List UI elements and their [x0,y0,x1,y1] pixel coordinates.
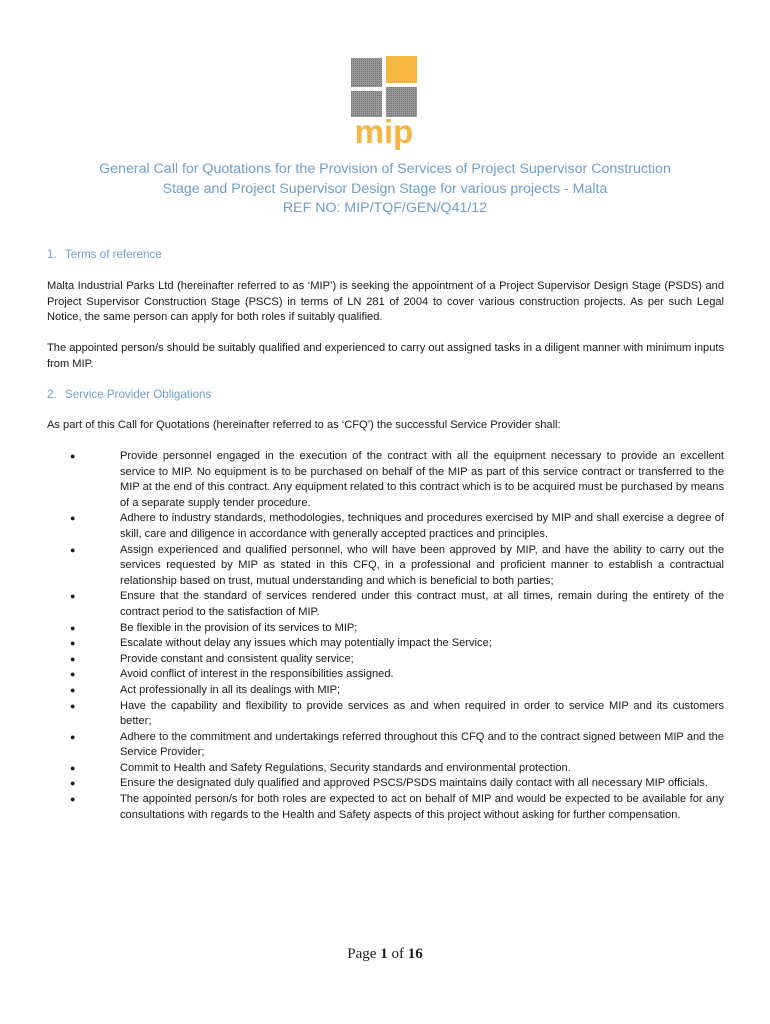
list-item: ● Be flexible in the provision of its services to MIP; [47,621,724,637]
list-item: ● Adhere to the commitment and undertakings referred throughout this CFQ and to the contract signed between MIP and the Service Provider; [70,730,724,759]
bullet-icon: ● [70,700,76,711]
list-item: ● Have the capability and flexibility to provide services as and when required in order to service MIP and its customers better; [70,699,724,728]
list-item: ● Assign experienced and qualified personnel, who will have been approved by MIP, and have the ability to carry out the services requested by MIP as stated in this CFQ, in a professional and proficient manner to establish a contractual relationship based on trust, mutual understanding and which is beneficial to both parties; [70,543,724,587]
page-number: Page 1 of 16 [347,946,423,962]
document-title [40,160,730,219]
bullet-icon: ● [70,653,76,664]
bullet-icon: ● [70,544,76,555]
bullet-icon: ● [70,669,76,680]
section-title: Service Provider Obligations [65,388,212,401]
list-item: ● Commit to Health and Safety Regulations, Security standards and environmental protection. [47,761,724,777]
bullet-icon: ● [70,591,76,602]
section-number: 2. [47,388,57,401]
bullet-icon: ● [70,778,76,789]
list-item: ● Avoid conflict of interest in the responsibilities assigned. [47,667,724,683]
obligations-list [47,449,724,823]
section-heading-obligations [47,388,211,402]
section-heading-terms [47,248,162,262]
mip-logo [349,55,419,151]
list-item: ● Adhere to industry standards, methodologies, techniques and procedures exercised by MIP and shall exercise a degree of skill, care and diligence in accordance with generally accepted practices and principles. [70,512,724,540]
bullet-icon: ● [70,638,76,649]
list-item: ● Ensure the designated duly qualified and approved PSCS/PSDS maintains daily contact with all necessary MIP officials. [47,776,724,792]
bullet-icon: ● [70,762,76,773]
bullet-icon: ● [70,794,76,805]
section-title: Terms of reference [65,248,162,261]
list-item: ● The appointed person/s for both roles are expected to act on behalf of MIP and would be expected to be available for any consultations with regards to the Health and Safety aspects of this project without asking for further compensation. [70,793,724,821]
mip-logo-graphic [349,55,419,151]
list-item: ● Ensure that the standard of services rendered under this contract must, at all times, remain during the entirety of the contract period to the satisfaction of MIP. [70,590,724,618]
title-ref: REF NO: MIP/TQF/GEN/Q41/12 [282,200,488,216]
bullet-icon: ● [70,513,76,524]
terms-paragraph-2: The appointed person/s should be suitably qualified and experienced to carry out assigned tasks in a diligent manner with minimum inputs from MIP. [47,342,724,370]
terms-paragraph-1: Malta Industrial Parks Ltd (hereinafter referred to as ‘MIP’) is seeking the appointment of a Project Supervisor Design Stage (PSDS) and Project Supervisor Construction Stage (PSCS) in terms of LN 281 of 2004 to cover various construction projects. As per such Legal Notice, the same person can apply for both roles if suitably qualified. [47,280,724,324]
section-number: 1. [47,248,57,261]
list-item: ● Provide personnel engaged in the execution of the contract with all the equipment necessary to provide an excellent service to MIP. No equipment is to be purchased on behalf of the MIP as part of this service contract or transferred to the MIP at the end of this contract. Any equipment related to this contract which is to be acquired must be purchased by means of a separate supply tender procedure. [70,450,724,509]
bullet-icon: ● [70,451,76,461]
list-item: ● Provide constant and consistent quality service; [47,652,724,668]
title-line-1: General Call for Quotations for the Provision of Services of Project Supervisor Construction [99,161,671,177]
list-item: ● Escalate without delay any issues which may potentially impact the Service; [47,636,724,652]
obligations-intro: As part of this Call for Quotations (hereinafter referred to as ‘CFQ’) the successful Service Provider shall: [47,419,561,431]
bullet-icon: ● [70,684,76,695]
list-item: ● Act professionally in all its dealings with MIP; [47,683,724,699]
bullet-icon: ● [70,731,76,742]
title-line-2: Stage and Project Supervisor Design Stage for various projects - Malta [162,180,608,197]
bullet-icon: ● [70,622,76,633]
logo-wordmark: mip [354,113,414,150]
